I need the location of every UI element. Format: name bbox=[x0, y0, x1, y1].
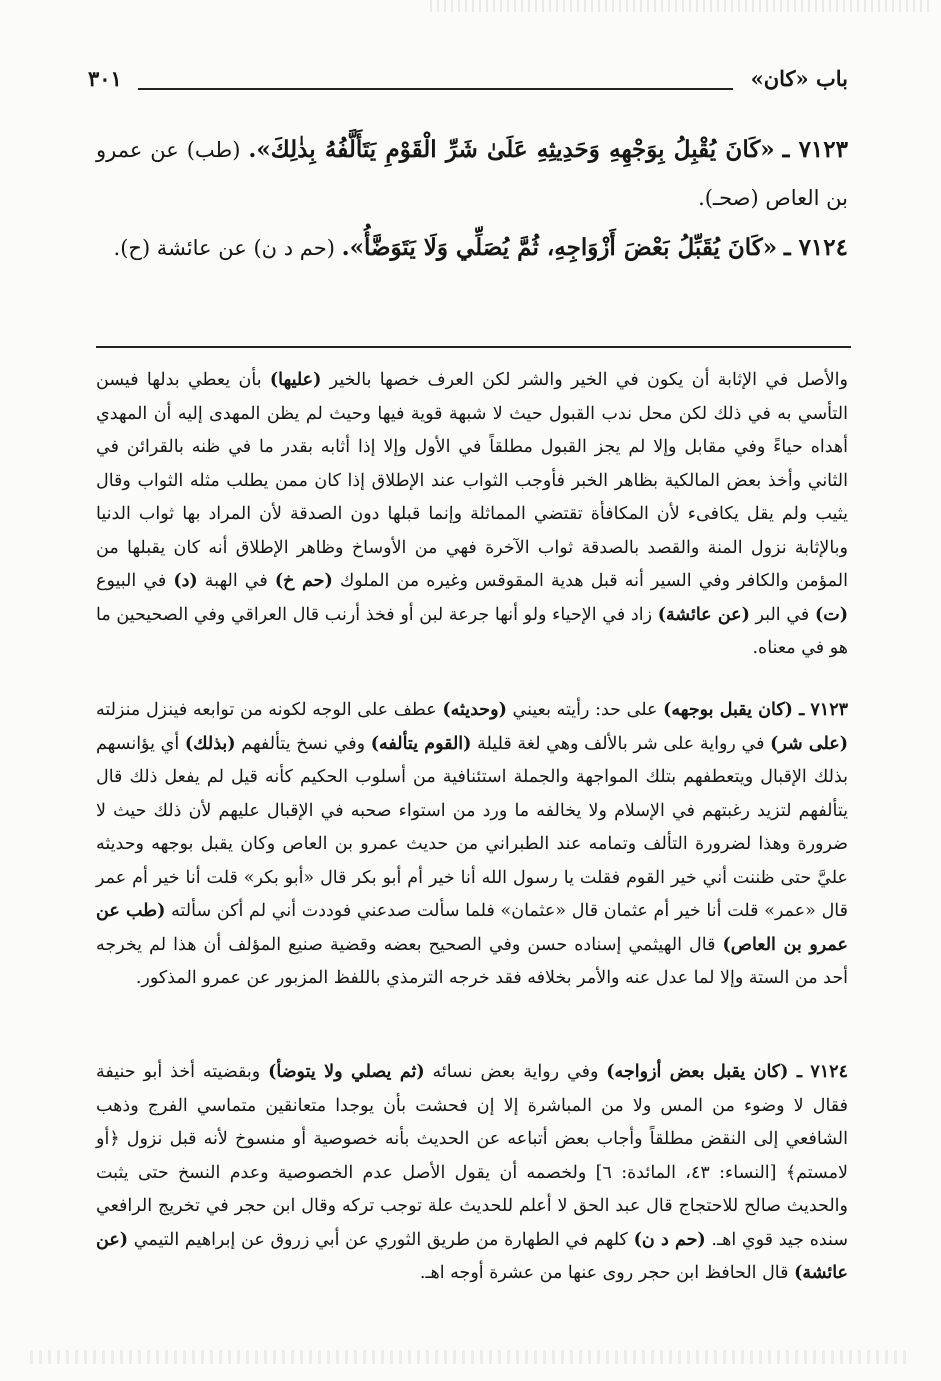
commentary-text: بأن يعطي بدلها فيسن التأسي به في ذلك لكن محل ندب القبول حيث لا شبهة قوية فيها وحيث لم يظن المهدى إليه أن المهدي أهداه حياءً وفي مقابل وإلا لم يجز القبول مطلقاً في الأول وإلا إذا أثابه بقدر ما في ظنه بالقرائن في الثاني وأخذ بعض المالكية بظاهر الخبر فأوجب الثواب عند الإطلاق إذا كان ممن يطلب مثله الثواب وقال يثيب ولم يقل يكافىء لأن المكافأة تقتضي المماثلة وإنما قبلها دون الصدقة لأن المراد بها ثواب الدنيا وبالإثابة نزول المنة والقصد بالصدقة ثواب الآخرة فهي من الأوساخ وظاهر الإطلاق أنه كان يقبلها من المؤمن والكافر وفي السير أنه قبل هدية المقوقس وغيره من الملوك bbox=[96, 370, 848, 591]
commentary-keyword: (كان يقبل بوجهه) bbox=[663, 700, 793, 720]
hadith-number: ٧١٢٤ ـ bbox=[783, 234, 848, 261]
commentary-keyword: (القوم يتألفه) bbox=[370, 733, 472, 754]
commentary-text: قال الهيثمي إسناده حسن وفي الصحيح بعضه وقضية صنيع المؤلف أن هذا لم يخرجه أحد من الستة وإلا لما عدل عنه والأمر بخلافه فقد خرجه الترمذي باللفظ المزبور عن عمرو المذكور. bbox=[96, 934, 848, 988]
commentary-number: ٧١٢٣ ـ bbox=[792, 700, 849, 720]
page-header bbox=[88, 64, 848, 104]
commentary-text: عطف على الوجه لكونه من توابعه فينزل منزلته bbox=[96, 700, 443, 720]
scan-artifact bbox=[30, 1350, 910, 1364]
page-number: ٣٠١ bbox=[88, 66, 122, 91]
commentary-keyword: (ثم يصلي ولا يتوضأ) bbox=[268, 1062, 425, 1082]
commentary-text: وفي نسخ يتألفهم bbox=[235, 733, 371, 754]
commentary-text: وبقضيته أخذ أبو حنيفة فقال لا وضوء من المس ولا من المباشرة إلا إن فحشت بأن يوجدا متعانقين متماسي الفرج وذهب الشافعي إلى النقض مطلقاً وأجاب بعض أتباعه عن الحديث بأنه خصوصية أو منسوخ لأنه قبل نزول ﴿أو لامستم﴾ [النساء: ٤٣، المائدة: ٦] ولخصمه أن يقول الأصل عدم الخصوصية وعدم النسخ حتى يثبت والحديث صالح للاحتجاج قال عبد الحق لا أعلم للحديث علة توجب تركه وقال ابن حجر في تخريج الرافعي سنده جيد قوي اهـ. bbox=[96, 1062, 848, 1250]
commentary-paragraph bbox=[96, 364, 848, 666]
commentary-text: في الهبة bbox=[197, 571, 275, 591]
commentary-text: قال الحافظ ابن حجر روى عنها من عشرة أوجه اهـ. bbox=[419, 1263, 795, 1283]
hadith-7124 bbox=[96, 224, 848, 272]
commentary-keyword: (د) bbox=[173, 571, 198, 591]
commentary-text: وفي رواية بعض نسائه bbox=[424, 1062, 607, 1082]
commentary-text: في البيوع bbox=[96, 571, 174, 591]
commentary-paragraph-7124 bbox=[96, 1056, 848, 1291]
commentary-keyword: (كان يقبل بعض أزواجه) bbox=[606, 1062, 789, 1082]
commentary-keyword: (طب عن عمرو بن العاص) bbox=[96, 901, 848, 955]
commentary-text: في رواية على شر بالألف وهي لغة قليلة bbox=[471, 733, 771, 754]
commentary-text: كلهم في الطهارة من طريق الثوري عن أبي زروق عن إبراهيم التيمي bbox=[128, 1229, 634, 1250]
commentary-keyword: (حم خ) bbox=[274, 571, 333, 591]
commentary-text: على حد: رأيته بعيني bbox=[506, 700, 664, 720]
hadith-number: ٧١٢٣ ـ bbox=[782, 136, 848, 163]
commentary-number: ٧١٢٤ ـ bbox=[788, 1062, 848, 1082]
commentary-keyword: (بذلك) bbox=[184, 733, 236, 754]
commentary-text: في البر bbox=[749, 604, 815, 625]
commentary-text: أي يؤانسهم بذلك الإقبال ويتعطفهم بتلك المواجهة والجملة استئنافية من أسلوب الحكيم كأنه قيل لم يفعل ذلك قال يتألفهم لتزيد رغبتهم في الإسلام ولا يخالفه ما ورد من استواء صحبه في الإقبال عليهم لأن ذلك حيث لا ضرورة وهذا لضرورة التألف وتمامه عند الطبراني من حديث عمرو بن العاص وكان يقبل بوجهه وحديثه عليَّ حتى ظننت أني خير القوم فقلت يا رسول الله أنا خير أم أبو بكر قال «أبو بكر» قلت أنا خير أم عمر قال «عمر» قلت أنا خير أم عثمان قال «عثمان» فلما سألت صدعني فوددت أني لم أكن سألته bbox=[96, 733, 848, 921]
hadith-source: (طب) عن عمرو بن العاص (صحـ). bbox=[96, 138, 848, 210]
commentary-paragraph-7123 bbox=[96, 694, 848, 996]
commentary-keyword: (حم د ن) bbox=[633, 1229, 706, 1250]
section-divider bbox=[96, 346, 851, 348]
commentary-keyword: (على شر) bbox=[770, 733, 849, 754]
commentary-keyword: (ت) bbox=[814, 604, 848, 625]
hadith-7123 bbox=[96, 126, 848, 222]
commentary-keyword: (عن عائشة) bbox=[96, 1229, 848, 1283]
hadith-text: «كَانَ يُقَبِّلُ بَعْضَ أَزْوَاجِهِ، ثُمَّ يُصَلِّي وَلَا يَتَوَضَّأُ». bbox=[341, 234, 778, 261]
commentary-keyword: (عن عائشة) bbox=[657, 604, 750, 625]
commentary-keyword: (وحديثه) bbox=[442, 700, 507, 720]
commentary-text: والأصل في الإثابة أن يكون في الخير والشر لكن العرف خصها بالخير bbox=[321, 370, 848, 390]
chapter-title: باب «كان» bbox=[750, 66, 848, 91]
hadith-source: (حم د ن) عن عائشة (ح). bbox=[113, 236, 335, 260]
hadith-text: «كَانَ يُقْبِلُ بِوَجْهِهِ وَحَدِيثِهِ عَلَىٰ شَرِّ الْقَوْمِ يَتَأَلَّفُهُ بِذٰلِكَ». bbox=[248, 136, 775, 163]
commentary-keyword: (عليها) bbox=[269, 370, 322, 390]
commentary-text: زاد في الإحياء ولو أنها جرعة لبن أو فخذ أرنب قال العراقي وفي الصحيحين ما هو في معناه. bbox=[96, 604, 848, 658]
scan-artifact bbox=[430, 0, 930, 12]
header-rule bbox=[138, 88, 733, 90]
